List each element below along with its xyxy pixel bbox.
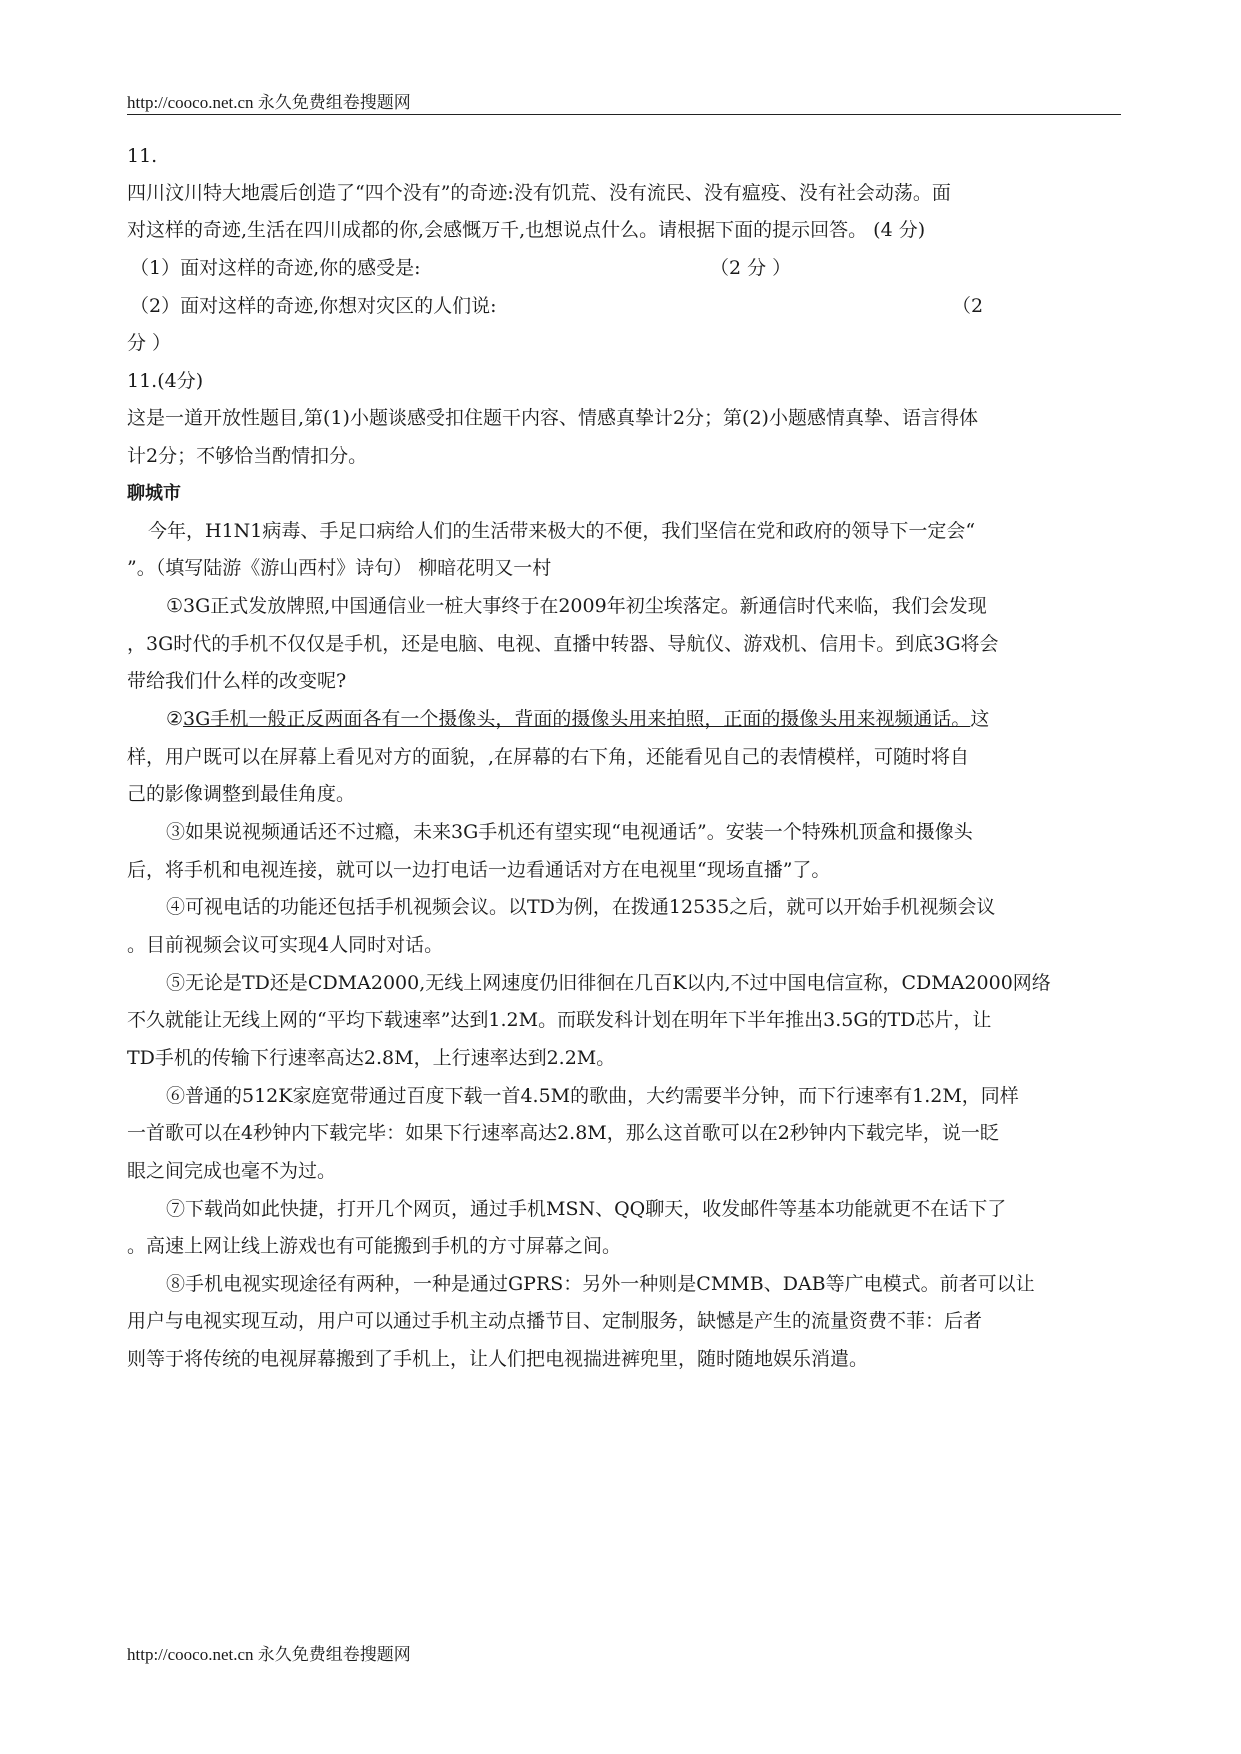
para-3-line-1: ③如果说视频通话还不过瘾，未来3G手机还有望实现“电视通话”。安装一个特殊机顶盒和摄像头 xyxy=(166,821,973,843)
para-2-line-1-tail: 这 xyxy=(970,708,990,730)
para-8-line-3: 则等于将传统的电视屏幕搬到了手机上，让人们把电视揣进裤兜里，随时随地娱乐消遣。 xyxy=(127,1348,869,1370)
section-heading: 聊城市 xyxy=(127,483,181,504)
para-5-line-1: ⑤无论是TD还是CDMA2000,无线上网速度仍旧徘徊在几百K以内,不过中国电信宣称，CDMA2000网络 xyxy=(166,972,1051,994)
header-site-text: http://cooco.net.cn 永久免费组卷搜题网 xyxy=(127,93,411,112)
sub-question-2-score: （2 xyxy=(952,295,984,317)
answer-number: 11.(4分) xyxy=(127,370,204,392)
para-5-line-3: TD手机的传输下行速率高达2.8M，上行速率达到2.2M。 xyxy=(127,1047,616,1069)
para-7-line-2: 。高速上网让线上游戏也有可能搬到手机的方寸屏幕之间。 xyxy=(127,1235,622,1257)
para-8-line-1: ⑧手机电视实现途径有两种，一种是通过GPRS：另外一种则是CMMB、DAB等广电模式。前者可以让 xyxy=(166,1273,1035,1295)
question-number: 11. xyxy=(127,145,158,167)
question-text-line-1: 四川汶川特大地震后创造了“四个没有”的奇迹:没有饥荒、没有流民、没有瘟疫、没有社会动荡。面 xyxy=(127,182,951,204)
footer-site-text: http://cooco.net.cn 永久免费组卷搜题网 xyxy=(127,1645,411,1664)
sub-question-2: （2）面对这样的奇迹,你想对灾区的人们说: xyxy=(130,295,497,317)
para-7-line-1: ⑦下载尚如此快捷，打开几个网页，通过手机MSN、QQ聊天，收发邮件等基本功能就更不在话下了 xyxy=(166,1198,1007,1220)
para-2-line-3: 己的影像调整到最佳角度。 xyxy=(127,783,356,805)
answer-text-line-2: 计2分；不够恰当酌情扣分。 xyxy=(127,445,368,467)
para-1-line-1: ①3G正式发放牌照,中国通信业一桩大事终于在2009年初尘埃落定。新通信时代来临，我们会发现 xyxy=(166,595,987,617)
para-6-line-2: 一首歌可以在4秒钟内下载完毕：如果下行速率高达2.8M，那么这首歌可以在2秒钟内下载完毕，说一眨 xyxy=(127,1122,999,1144)
para-6-line-3: 眼之间完成也毫不为过。 xyxy=(127,1160,337,1182)
sub-question-2-score-cont: 分 ） xyxy=(127,332,172,354)
para-5-line-2: 不久就能让无线上网的“平均下载速率”达到1.2M。而联发科计划在明年下半年推出3.5G的TD芯片，让 xyxy=(127,1009,992,1031)
para-1-line-2: ，3G时代的手机不仅仅是手机，还是电脑、电视、直播中转器、导航仪、游戏机、信用卡。到底3G将会 xyxy=(127,633,999,655)
page-header xyxy=(127,88,1121,115)
para-6-line-1: ⑥普通的512K家庭宽带通过百度下载一首4.5M的歌曲，大约需要半分钟，而下行速率有1.2M，同样 xyxy=(166,1085,1019,1107)
fill-blank-line-2: ”。（填写陆游《游山西村》诗句） 柳暗花明又一村 xyxy=(127,557,552,579)
answer-text-line-1: 这是一道开放性题目,第(1)小题谈感受扣住题干内容、情感真挚计2分；第(2)小题感情真挚、语言得体 xyxy=(127,407,978,429)
para-1-line-3: 带给我们什么样的改变呢? xyxy=(127,670,347,692)
para-8-line-2: 用户与电视实现互动，用户可以通过手机主动点播节目、定制服务，缺憾是产生的流量资费不菲：后者 xyxy=(127,1310,983,1332)
para-4-line-1: ④可视电话的功能还包括手机视频会议。以TD为例，在拨通12535之后，就可以开始手机视频会议 xyxy=(166,896,996,918)
sub-question-1-score: （2 分 ） xyxy=(710,257,792,279)
para-4-line-2: 。目前视频会议可实现4人同时对话。 xyxy=(127,934,444,956)
para-2-line-1 xyxy=(166,706,989,732)
para-2-marker: ② xyxy=(166,708,184,730)
para-2-line-2: 样，用户既可以在屏幕上看见对方的面貌，,在屏幕的右下角，还能看见自己的表情模样，可随时将自 xyxy=(127,746,970,768)
para-3-line-2: 后，将手机和电视连接，就可以一边打电话一边看通话对方在电视里“现场直播”了。 xyxy=(127,859,831,881)
para-2-underlined-sentence: 3G手机一般正反两面各有一个摄像头，背面的摄像头用来拍照，正面的摄像头用来视频通话。 xyxy=(183,708,971,730)
question-text-line-2: 对这样的奇迹,生活在四川成都的你,会感慨万千,也想说点什么。请根据下面的提示回答。 (4 分) xyxy=(127,219,926,241)
fill-blank-line-1: 今年，H1N1病毒、手足口病给人们的生活带来极大的不便，我们坚信在党和政府的领导下一定会“ xyxy=(148,520,976,542)
page-footer xyxy=(127,1640,1121,1665)
sub-question-1: （1）面对这样的奇迹,你的感受是: xyxy=(130,257,421,279)
